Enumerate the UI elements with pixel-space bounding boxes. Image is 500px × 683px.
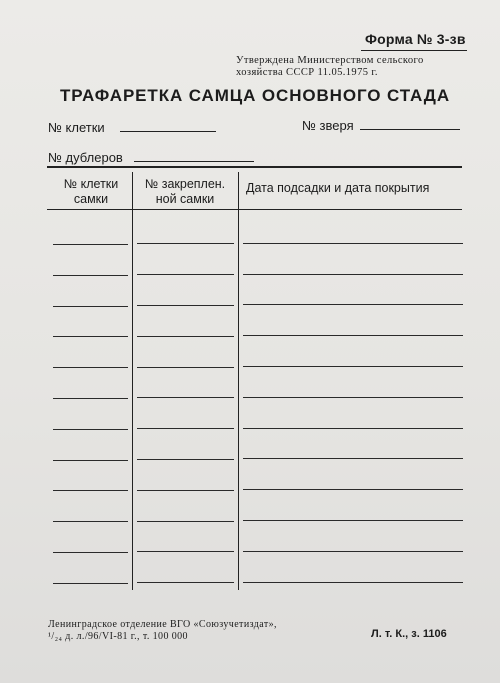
table-row-line[interactable]	[243, 304, 463, 305]
table-row-line[interactable]	[137, 367, 234, 368]
table-row-line[interactable]	[137, 274, 234, 275]
table-row-line[interactable]	[53, 552, 128, 553]
duplicates-label: № дублеров	[48, 150, 123, 165]
table-row-line[interactable]	[243, 489, 463, 490]
animal-number-label: № зверя	[302, 118, 354, 133]
table-row-line[interactable]	[243, 582, 463, 583]
table-row-line[interactable]	[137, 521, 234, 522]
table-row-line[interactable]	[53, 367, 128, 368]
table-top-rule	[47, 166, 462, 168]
header-cage-female-line2: самки	[73, 192, 109, 206]
header-cage-female-line1: № клетки	[63, 177, 119, 191]
column-divider-1	[132, 172, 133, 590]
approval-line-2: хозяйства СССР 11.05.1975 г.	[236, 67, 378, 78]
form-number-underline	[361, 50, 467, 51]
table-row-line[interactable]	[137, 582, 234, 583]
table-row-line[interactable]	[53, 429, 128, 430]
table-row-line[interactable]	[53, 398, 128, 399]
table-row-line[interactable]	[137, 551, 234, 552]
table-row-line[interactable]	[243, 520, 463, 521]
form-number: Форма № 3-зв	[365, 31, 466, 47]
header-cage-female	[52, 177, 130, 207]
table-row-line[interactable]	[53, 583, 128, 584]
table-row-line[interactable]	[53, 460, 128, 461]
cage-number-label: № клетки	[48, 120, 105, 135]
table-row-line[interactable]	[243, 243, 463, 244]
header-dates: Дата подсадки и дата покрытия	[246, 181, 430, 195]
table-row-line[interactable]	[137, 243, 234, 244]
footer-order: Л. т. К., з. 1106	[371, 628, 447, 640]
table-row-line[interactable]	[53, 275, 128, 276]
header-assigned-female	[135, 177, 235, 207]
header-assigned-female-line2: ной самки	[155, 192, 215, 206]
table-row-line[interactable]	[53, 490, 128, 491]
table-row-line[interactable]	[137, 397, 234, 398]
table-row-line[interactable]	[137, 428, 234, 429]
column-divider-2	[238, 172, 239, 590]
table-header-rule	[47, 209, 462, 210]
table-row-line[interactable]	[137, 305, 234, 306]
page-title: ТРАФАРЕТКА САМЦА ОСНОВНОГО СТАДА	[60, 86, 450, 105]
table-row-line[interactable]	[243, 428, 463, 429]
approval-line-1: Утверждена Министерством сельского	[236, 55, 424, 66]
duplicates-field[interactable]	[134, 161, 254, 162]
header-assigned-female-line1: № закреплен.	[144, 177, 226, 191]
table-row-line[interactable]	[53, 306, 128, 307]
table-row-line[interactable]	[137, 336, 234, 337]
animal-number-field[interactable]	[360, 129, 460, 130]
table-row-line[interactable]	[137, 490, 234, 491]
table-row-line[interactable]	[243, 274, 463, 275]
table-row-line[interactable]	[53, 521, 128, 522]
table-row-line[interactable]	[53, 244, 128, 245]
table-row-line[interactable]	[137, 459, 234, 460]
table-row-line[interactable]	[243, 335, 463, 336]
table-row-line[interactable]	[243, 551, 463, 552]
table-row-line[interactable]	[53, 336, 128, 337]
table-row-line[interactable]	[243, 458, 463, 459]
footer-print-info: ¹/₂₄ д. л./96/VI-81 г., т. 100 000	[48, 631, 188, 642]
table-row-line[interactable]	[243, 397, 463, 398]
cage-number-field[interactable]	[120, 131, 216, 132]
table-row-line[interactable]	[243, 366, 463, 367]
footer-publisher: Ленинградское отделение ВГО «Союзучетиздат»,	[48, 619, 277, 630]
